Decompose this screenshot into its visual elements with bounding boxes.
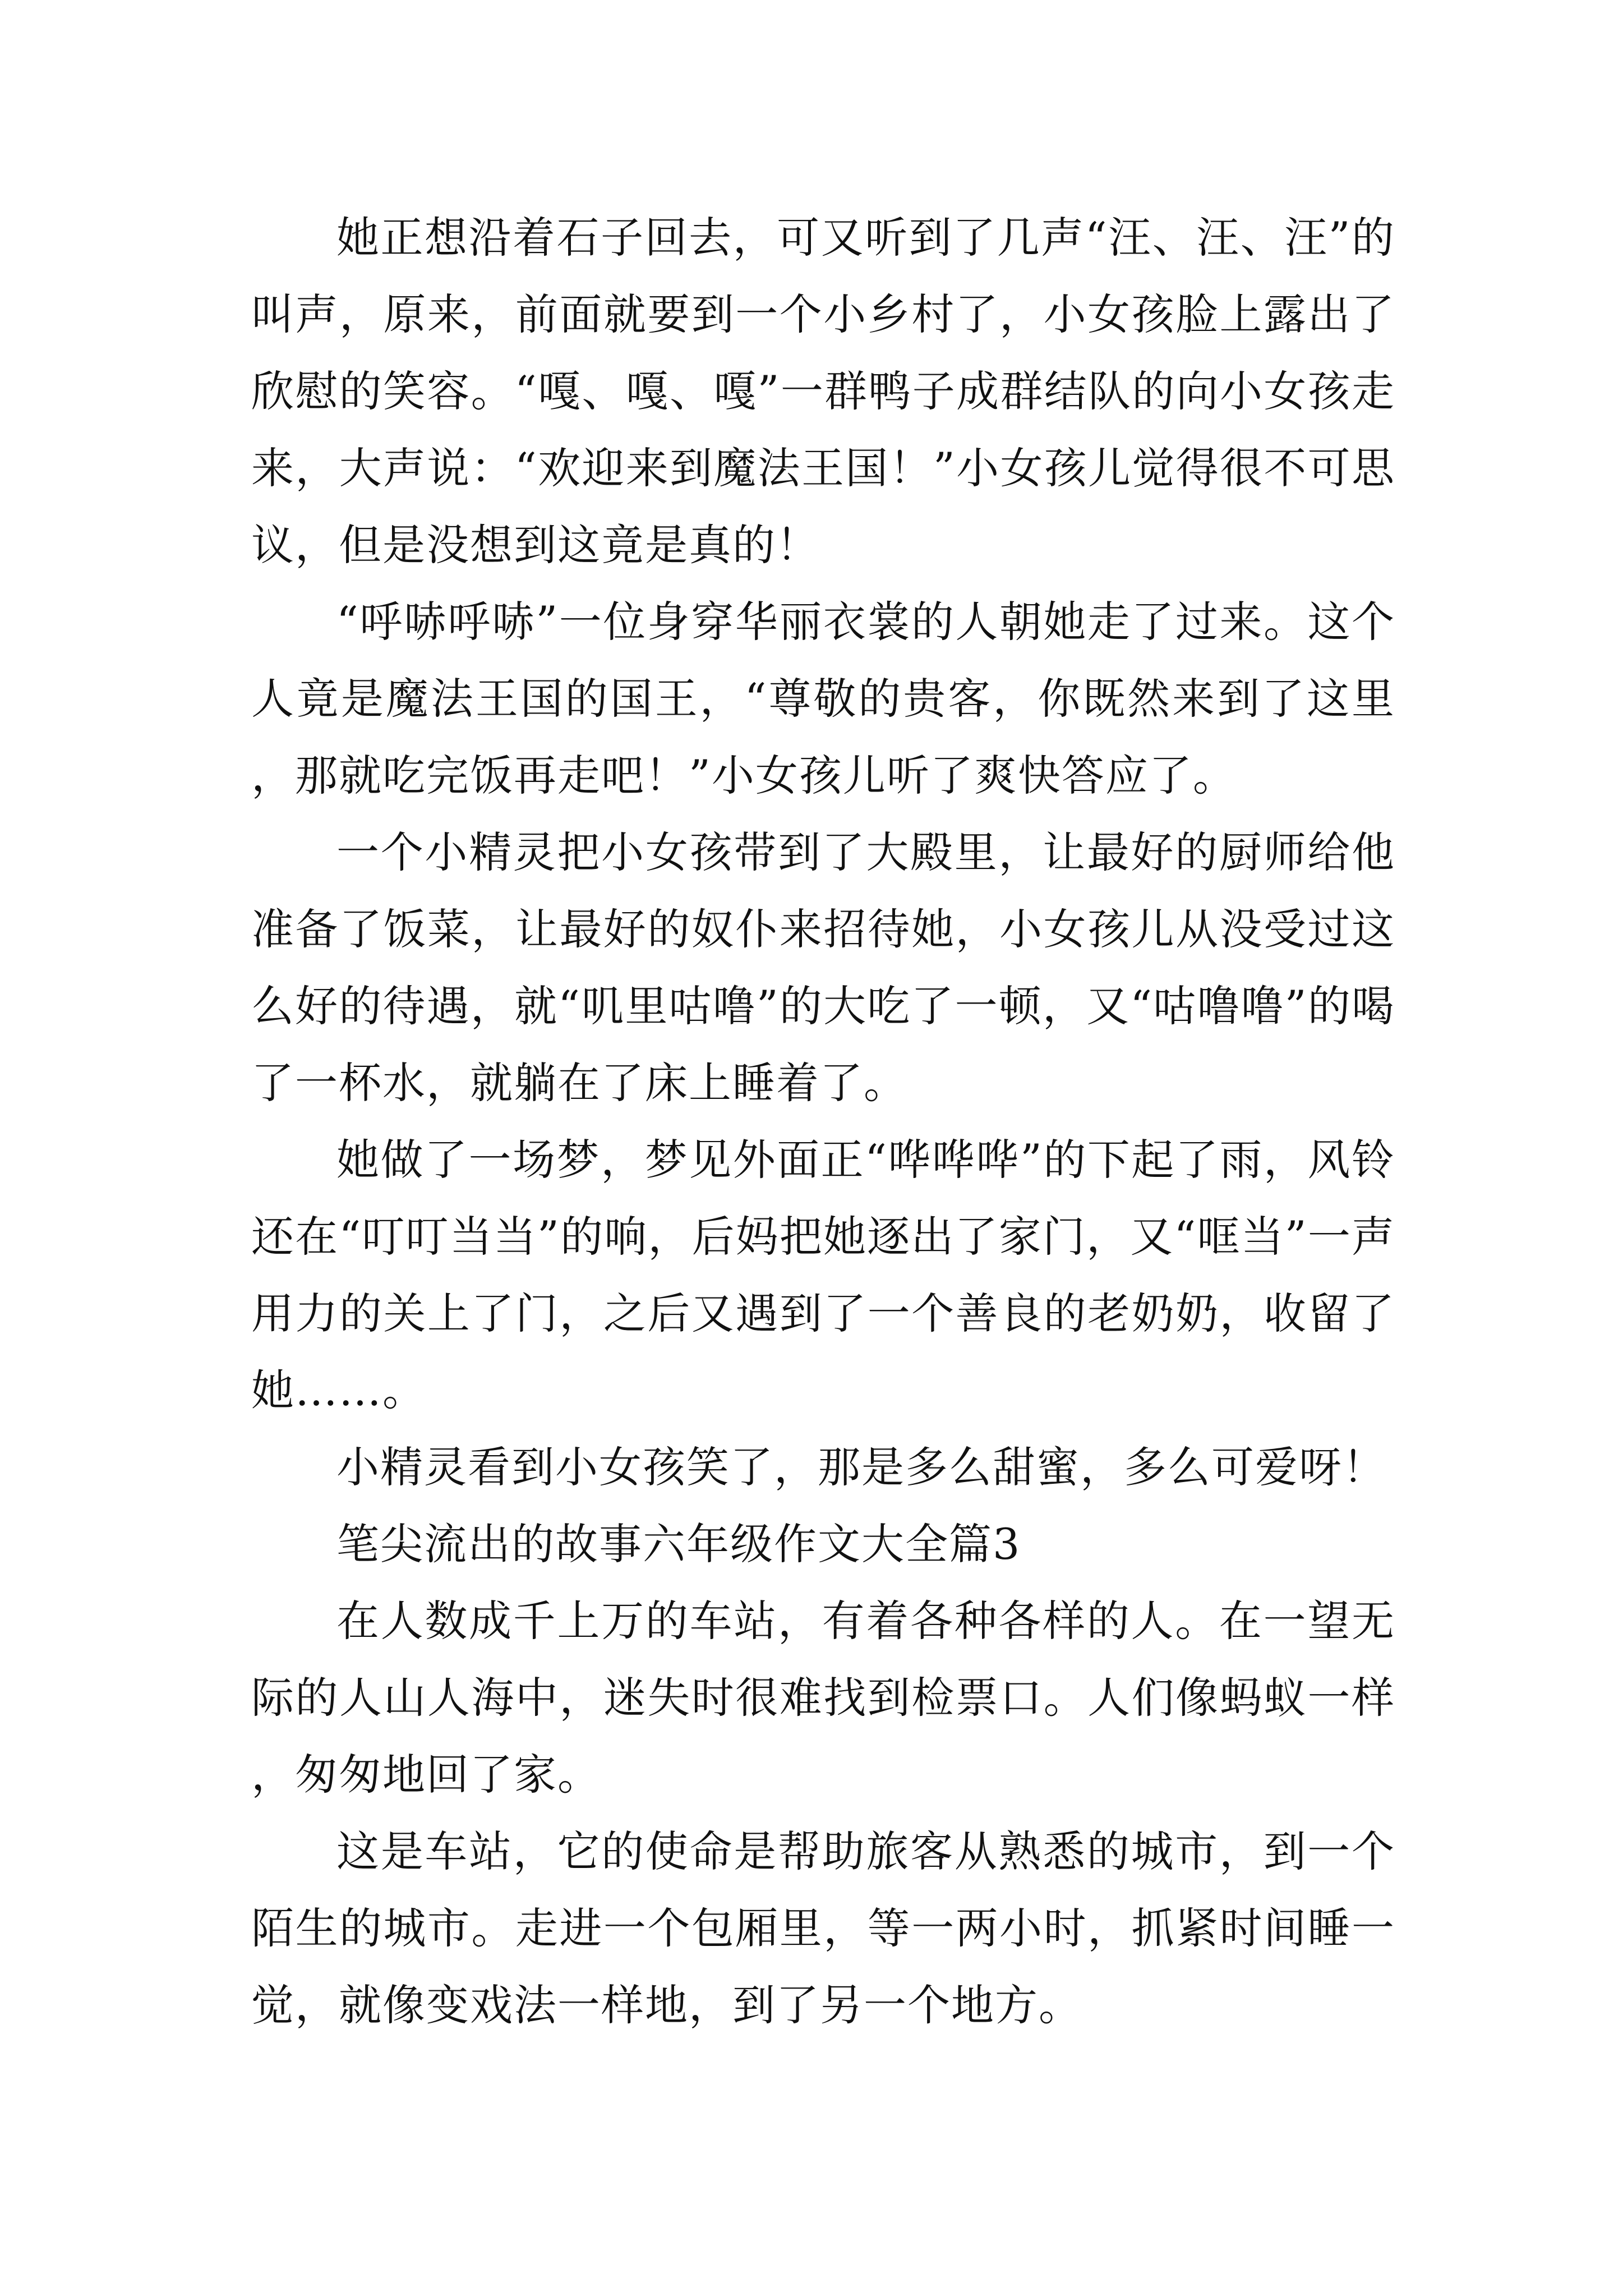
paragraph-1: 她正想沿着石子回去，可又听到了几声“汪、汪、汪”的叫声，原来，前面就要到一个小乡村了，小女孩脸上露出了欣慰的笑容。“嘎、嘎、嘎”一群鸭子成群结队的向小女孩走来，大声说：“欢迎来到魔法王国！”小女孩儿觉得很不可思议，但是没想到这竟是真的！ <box>251 213 1395 570</box>
paragraph-6: 在人数成千上万的车站，有着各种各样的人。在一望无际的人山人海中，迷失时很难找到检票口。人们像蚂蚁一样，匆匆地回了家。 <box>251 1596 1395 1800</box>
paragraph-7: 这是车站，它的使命是帮助旅客从熟悉的城市，到一个陌生的城市。走进一个包厢里，等一两小时，抓紧时间睡一觉，就像变戏法一样地，到了另一个地方。 <box>251 1826 1395 2030</box>
document-body <box>251 199 1395 2044</box>
paragraph-4: 她做了一场梦，梦见外面正“哗哗哗”的下起了雨，风铃还在“叮叮当当”的响，后妈把她逐出了家门，又“哐当”一声用力的关上了门，之后又遇到了一个善良的老奶奶，收留了她……。 <box>251 1135 1395 1415</box>
paragraph-2: “呼哧呼哧”一位身穿华丽衣裳的人朝她走了过来。这个人竟是魔法王国的国王，“尊敬的贵客，你既然来到了这里，那就吃完饭再走吧！”小女孩儿听了爽快答应了。 <box>251 597 1395 800</box>
section-heading: 笔尖流出的故事六年级作文大全篇3 <box>336 1519 1021 1569</box>
paragraph-3: 一个小精灵把小女孩带到了大殿里，让最好的厨师给他准备了饭菜，让最好的奴仆来招待她，小女孩儿从没受过这么好的待遇，就“叽里咕噜”的大吃了一顿，又“咕噜噜”的喝了一杯水，就躺在了床上睡着了。 <box>251 827 1395 1108</box>
paragraph-5: 小精灵看到小女孩笑了，那是多么甜蜜，多么可爱呀！ <box>336 1442 1386 1492</box>
